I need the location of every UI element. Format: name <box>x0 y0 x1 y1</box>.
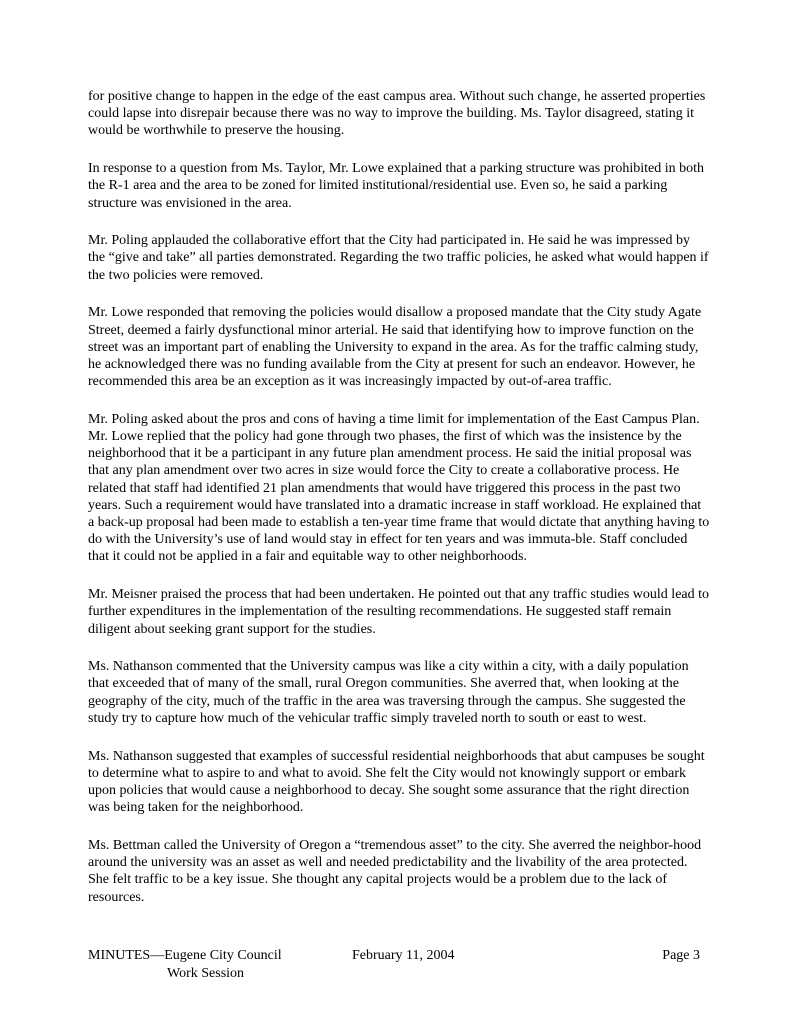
paragraph: Mr. Meisner praised the process that had been undertaken. He pointed out that any traffic studies would lead to further expenditures in the implementation of the resulting recommendations. He suggested staff remain diligent about seeking grant support for the studies. <box>88 587 710 637</box>
document-body <box>88 88 710 926</box>
footer-title-line2: Work Session <box>167 965 245 981</box>
paragraph: Mr. Lowe responded that removing the policies would disallow a proposed mandate that the City study Agate Street, deemed a fairly dysfunctional minor arterial. He said that identifying how to improve function on the street was an important part of enabling the University to expand in the area. As for the traffic calming study, he acknowledged there was no funding available from the City at present for such an endeavor. However, he recommended this area be an exception as it was increasingly impacted by out-of-area traffic. <box>88 305 702 390</box>
footer-date: February 11, 2004 <box>352 948 455 963</box>
paragraph: Ms. Bettman called the University of Oregon a “tremendous asset” to the city. She averred the neighbor-hood around the university was an asset as well and needed predictability and the livability of the area protected. She felt traffic to be a key issue. She thought any capital projects would be a problem due to the lack of resources. <box>88 837 702 905</box>
paragraph: Ms. Nathanson commented that the University campus was like a city within a city, with a daily population that exceeded that of many of the small, rural Oregon communities. She averred that, when looking at the geography of the city, much of the traffic in the area was traversing through the campus. She suggested the study try to capture how much of the vehicular traffic simply traveled north to south or east to west. <box>88 659 689 726</box>
paragraph: In response to a question from Ms. Taylor, Mr. Lowe explained that a parking structure was prohibited in both the R-1 area and the area to be zoned for limited institutional/residential use. Even so, he said a parking structure was envisioned in the area. <box>88 161 705 211</box>
paragraph: Mr. Poling asked about the pros and cons of having a time limit for implementation of the East Campus Plan. Mr. Lowe replied that the policy had gone through two phases, the first of which was the insistence by the neighborhood that it be a participant in any future plan amendment process. He said the initial proposal was that any plan amendment over two acres in size would force the City to create a collaborative process. He related that staff had identified 21 plan amendments that would have triggered this process in the past two years. Such a requirement would have translated into a dramatic increase in staff workload. He explained that a back-up proposal had been made to establish a ten-year time frame that would dictate that anything having to do with the University’s use of land would stay in effect for ten years and was immuta-ble. Staff concluded that it could not be applied in a fair and equitable way to other neighborhoods. <box>88 411 710 565</box>
paragraph: Ms. Nathanson suggested that examples of successful residential neighborhoods that abut campuses be sought to determine what to aspire to and what to avoid. She felt the City would not knowingly support or embark upon policies that would cause a neighborhood to decay. She sought some assurance that the right direction was being taken for the neighborhood. <box>88 748 705 816</box>
paragraph: Mr. Poling applauded the collaborative effort that the City had participated in. He said he was impressed by the “give and take” all parties demonstrated. Regarding the two traffic policies, he asked what would happen if the two policies were removed. <box>88 233 709 283</box>
footer-page-number: Page 3 <box>662 948 700 963</box>
footer-title-line1: MINUTES—Eugene City Council <box>88 948 282 963</box>
page-footer <box>88 947 700 987</box>
footer-title <box>88 947 282 982</box>
paragraph: for positive change to happen in the edge of the east campus area. Without such change, he asserted properties could lapse into disrepair because there was no way to improve the building. Ms. Taylor disagreed, stating it would be worthwhile to preserve the housing. <box>88 89 706 139</box>
